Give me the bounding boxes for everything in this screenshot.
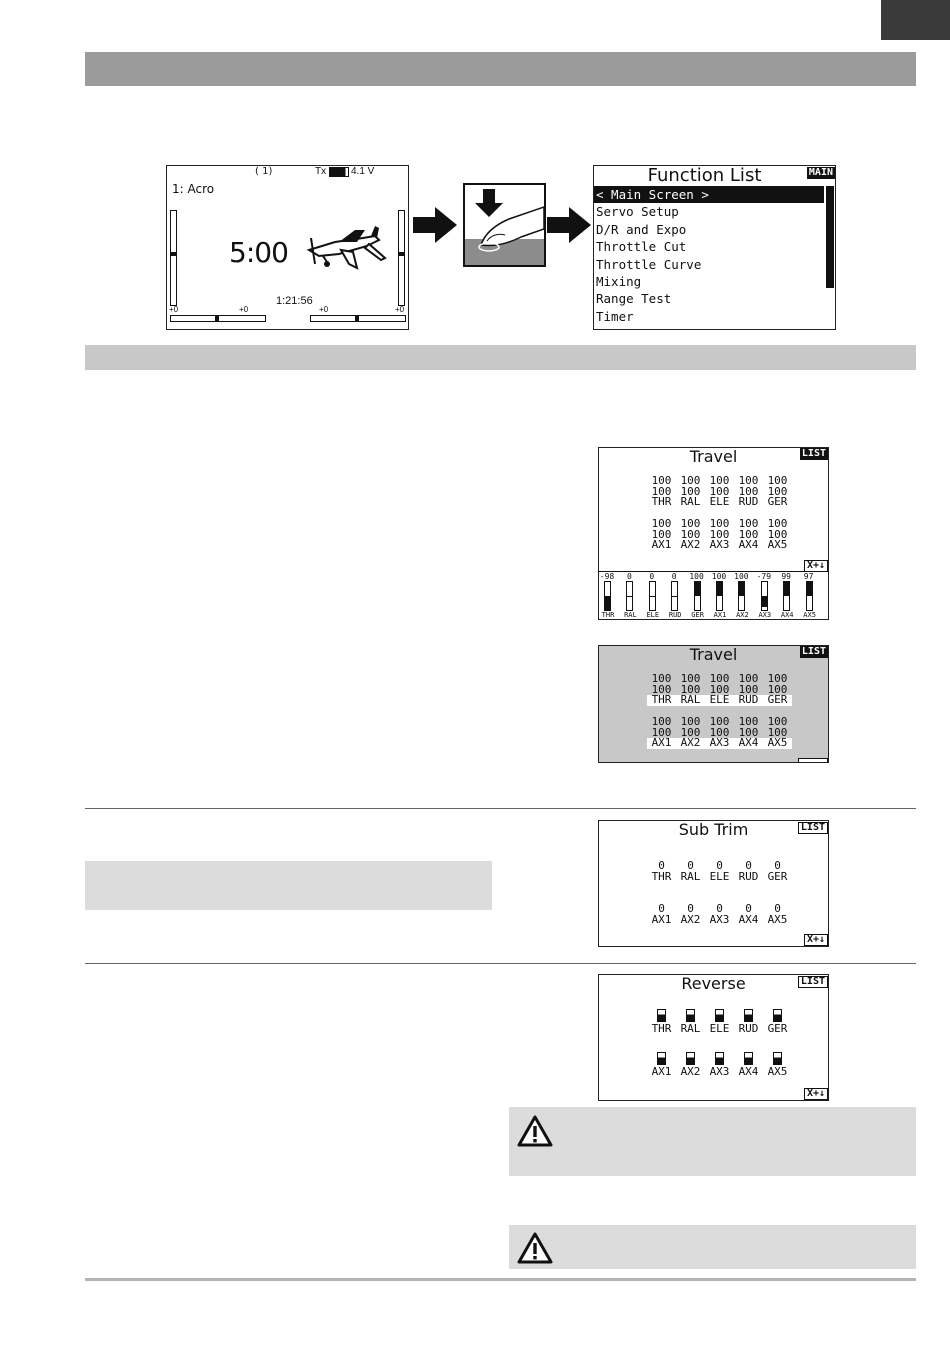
right-trim-marker xyxy=(398,252,405,256)
reverse-channel[interactable] xyxy=(763,1009,792,1034)
subsection-header-bar xyxy=(85,345,916,370)
trim-label: +0 xyxy=(239,305,249,314)
reverse-switch-icon[interactable] xyxy=(657,1052,666,1065)
travel-value[interactable]: 100 xyxy=(651,474,672,487)
main-tag: MAIN xyxy=(808,167,833,178)
reverse-display xyxy=(598,974,829,1101)
travel-title: Travel xyxy=(689,447,738,466)
menu-item-mixing[interactable]: Mixing xyxy=(596,274,642,290)
list-tag: LIST xyxy=(798,976,828,988)
reverse-channel[interactable] xyxy=(734,1052,763,1077)
menu-item-dr-expo[interactable]: D/R and Expo xyxy=(596,221,687,237)
subtrim-value[interactable]: 0 xyxy=(687,859,694,872)
trim-label: +0 xyxy=(395,305,405,314)
travel-value[interactable]: 100 xyxy=(767,725,788,739)
channel-label: RUD xyxy=(738,495,759,508)
channel-label: RUD xyxy=(738,1022,759,1035)
servo-monitor-fill xyxy=(784,582,789,596)
travel-value[interactable]: 100 xyxy=(767,517,788,530)
travel-value[interactable]: 100 xyxy=(738,725,759,739)
clock-readout: 1:21:56 xyxy=(276,295,313,307)
reverse-channel[interactable] xyxy=(734,1009,763,1034)
travel-row-2 xyxy=(647,519,792,551)
subtrim-value[interactable]: 0 xyxy=(745,902,752,915)
travel-value[interactable]: 100 xyxy=(651,725,672,739)
arrow-right-icon xyxy=(547,207,591,243)
travel-value[interactable]: 100 xyxy=(738,672,759,685)
channel-label: AX3 xyxy=(709,912,730,926)
warning-box xyxy=(509,1107,916,1176)
travel-value[interactable]: 100 xyxy=(767,672,788,685)
travel-row-1 xyxy=(647,476,792,508)
reverse-channel[interactable] xyxy=(676,1052,705,1077)
travel-value[interactable]: 100 xyxy=(767,715,788,728)
servo-monitor-label: ELE xyxy=(646,611,660,619)
servo-monitor-value: -98 xyxy=(599,572,615,581)
travel-value[interactable]: 100 xyxy=(767,527,788,541)
channel-label: RAL xyxy=(680,495,701,508)
press-icon xyxy=(465,185,544,265)
right-htrim-marker xyxy=(355,315,359,322)
servo-monitor-bar xyxy=(649,581,656,611)
travel-value[interactable]: 100 xyxy=(709,682,730,696)
channel-label: AX3 xyxy=(709,538,730,551)
channel-label: AX4 xyxy=(738,1065,759,1078)
servo-monitor-value: 99 xyxy=(781,572,791,581)
channel-label: AX5 xyxy=(767,912,788,926)
function-menu xyxy=(594,186,824,325)
servo-monitor-label: AX1 xyxy=(713,611,727,619)
channel-label: AX4 xyxy=(738,912,759,926)
servo-monitor-fill xyxy=(695,582,700,596)
timer-display: 5:00 xyxy=(229,236,288,269)
servo-monitor-value: 97 xyxy=(803,572,814,581)
travel-row-2 xyxy=(647,717,792,749)
travel-value[interactable]: 100 xyxy=(680,484,701,498)
warning-box xyxy=(509,1225,916,1269)
reverse-switch-icon[interactable] xyxy=(715,1052,724,1065)
servo-monitor-fill xyxy=(627,596,632,597)
tx-label: Tx xyxy=(315,166,327,177)
reverse-title: Reverse xyxy=(681,974,746,993)
servo-monitor-value: 100 xyxy=(689,572,704,581)
travel-value[interactable]: 100 xyxy=(651,682,672,696)
function-list-display xyxy=(593,165,836,330)
travel-value[interactable]: 100 xyxy=(651,517,672,530)
channel-indicator: ( 1) xyxy=(255,166,273,177)
reverse-channel[interactable] xyxy=(647,1009,676,1034)
reverse-switch-icon[interactable] xyxy=(657,1009,666,1022)
servo-monitor xyxy=(599,572,828,619)
left-htrim-marker xyxy=(215,315,219,322)
reverse-row-2 xyxy=(647,1052,792,1077)
reverse-channel[interactable] xyxy=(705,1009,734,1034)
right-vertical-trim xyxy=(398,210,405,306)
reverse-switch-icon[interactable] xyxy=(773,1009,782,1022)
reverse-switch-icon[interactable] xyxy=(715,1009,724,1022)
scrollbar-thumb[interactable] xyxy=(826,186,834,288)
servo-monitor-label: RUD xyxy=(668,611,682,619)
footer-rule xyxy=(85,1278,916,1281)
travel-value[interactable]: 100 xyxy=(767,682,788,696)
travel-value[interactable]: 100 xyxy=(709,725,730,739)
channel-label: GER xyxy=(767,495,788,508)
channel-label: AX2 xyxy=(680,538,701,551)
subtrim-value[interactable]: 0 xyxy=(716,859,723,872)
channel-label: THR xyxy=(651,1022,672,1035)
menu-item-main-screen[interactable]: < Main Screen > xyxy=(594,186,824,203)
reverse-channel[interactable] xyxy=(705,1052,734,1077)
voltage-readout: 4.1 V xyxy=(351,166,375,177)
channel-label: AX4 xyxy=(734,738,763,749)
servo-monitor-bar xyxy=(806,581,813,611)
travel-value[interactable]: 100 xyxy=(738,715,759,728)
travel-value[interactable]: 100 xyxy=(709,672,730,685)
travel-value[interactable]: 100 xyxy=(680,682,701,696)
channel-label: AX3 xyxy=(705,738,734,749)
subtrim-value[interactable]: 0 xyxy=(774,902,781,915)
channel-label: RAL xyxy=(680,869,701,883)
servo-monitor-fill xyxy=(672,596,677,597)
channel-label: THR xyxy=(647,695,676,706)
subtrim-title: Sub Trim xyxy=(678,820,749,839)
servo-monitor-bar xyxy=(761,581,768,611)
servo-monitor-bar xyxy=(671,581,678,611)
servo-monitor-bar xyxy=(716,581,723,611)
channel-label: GER xyxy=(767,1022,788,1035)
servo-monitor-fill xyxy=(807,582,812,596)
toggle-button[interactable]: X+↓ xyxy=(804,934,828,946)
travel-value[interactable]: 100 xyxy=(767,484,788,498)
travel-title: Travel xyxy=(689,645,738,664)
reverse-channel[interactable] xyxy=(763,1052,792,1077)
servo-monitor-bar xyxy=(626,581,633,611)
subtrim-value[interactable]: 0 xyxy=(716,902,723,915)
servo-monitor-value: 100 xyxy=(711,572,727,581)
servo-monitor-value: 100 xyxy=(734,572,749,581)
travel-value[interactable]: 100 xyxy=(680,672,701,685)
channel-label: AX3 xyxy=(709,1065,730,1078)
airplane-icon xyxy=(305,224,387,272)
list-tag: LIST xyxy=(801,646,826,657)
channel-label: AX1 xyxy=(651,912,672,926)
channel-label: AX5 xyxy=(767,1065,788,1078)
servo-monitor-label: AX3 xyxy=(758,611,772,619)
list-tag: LIST xyxy=(801,448,826,459)
reverse-channel[interactable] xyxy=(676,1009,705,1034)
model-name: 1: Acro xyxy=(172,182,215,196)
subtrim-value[interactable]: 0 xyxy=(658,902,665,915)
channel-label: AX1 xyxy=(647,738,676,749)
travel-value[interactable]: 100 xyxy=(709,517,730,530)
servo-monitor-fill xyxy=(650,596,655,597)
travel-display-selected xyxy=(598,645,829,763)
main-screen-display xyxy=(166,165,409,330)
reverse-switch-icon[interactable] xyxy=(773,1052,782,1065)
note-box xyxy=(85,861,492,910)
servo-monitor-fill xyxy=(717,582,722,596)
travel-value[interactable]: 100 xyxy=(709,474,730,487)
servo-monitor-value: 0 xyxy=(626,572,632,581)
reverse-switch-icon[interactable] xyxy=(686,1052,695,1065)
servo-monitor-label: THR xyxy=(601,611,615,619)
travel-value[interactable]: 100 xyxy=(738,517,759,530)
travel-value[interactable]: 100 xyxy=(767,474,788,487)
divider-line xyxy=(85,963,916,964)
reverse-channel[interactable] xyxy=(647,1052,676,1077)
travel-value[interactable]: 100 xyxy=(651,715,672,728)
servo-monitor-fill xyxy=(605,596,610,610)
left-vertical-trim xyxy=(170,210,177,306)
function-list-title: Function List xyxy=(647,165,762,186)
travel-value[interactable]: 100 xyxy=(738,682,759,696)
travel-value[interactable]: 100 xyxy=(680,527,701,541)
servo-monitor-bar xyxy=(783,581,790,611)
arrow-right-icon xyxy=(413,207,457,243)
section-header-bar xyxy=(85,52,916,86)
menu-item-range-test[interactable]: Range Test xyxy=(596,291,672,307)
channel-label: THR xyxy=(651,495,672,508)
reverse-switch-icon[interactable] xyxy=(686,1009,695,1022)
servo-monitor-value: -79 xyxy=(756,572,772,581)
corner-page-tab xyxy=(881,0,950,40)
trim-label: +0 xyxy=(169,305,179,314)
list-tag: LIST xyxy=(798,822,828,834)
travel-value[interactable]: 100 xyxy=(738,474,759,487)
servo-monitor-label: AX2 xyxy=(736,611,749,619)
servo-monitor-bar xyxy=(604,581,611,611)
channel-label: GER xyxy=(763,695,792,706)
servo-monitor-value: 0 xyxy=(649,572,655,581)
subtrim-row-1 xyxy=(647,861,792,882)
travel-value[interactable]: 100 xyxy=(651,672,672,685)
warning-icon xyxy=(517,1115,553,1147)
channel-label: GER xyxy=(767,869,788,883)
menu-item-throttle-cut[interactable]: Throttle Cut xyxy=(596,239,687,255)
menu-item-timer[interactable]: Timer xyxy=(596,308,634,324)
subtrim-display xyxy=(598,820,829,947)
left-trim-marker xyxy=(170,252,177,256)
travel-value[interactable]: 100 xyxy=(680,725,701,739)
travel-value[interactable]: 100 xyxy=(680,517,701,530)
travel-value[interactable]: 100 xyxy=(709,527,730,541)
channel-label: AX5 xyxy=(763,738,792,749)
travel-value[interactable]: 100 xyxy=(709,484,730,498)
channel-label: AX2 xyxy=(680,912,701,926)
channel-label: ELE xyxy=(705,695,734,706)
channel-label: ELE xyxy=(709,869,730,883)
servo-monitor-fill xyxy=(739,582,744,596)
travel-value[interactable]: 100 xyxy=(680,715,701,728)
toggle-button[interactable]: X+↓ xyxy=(804,1088,828,1100)
channel-label: RUD xyxy=(734,695,763,706)
channel-label: AX1 xyxy=(651,538,672,551)
subtrim-value[interactable]: 0 xyxy=(745,859,752,872)
channel-label: AX4 xyxy=(738,538,759,551)
menu-item-throttle-curve[interactable]: Throttle Curve xyxy=(596,256,702,272)
travel-value[interactable]: 100 xyxy=(738,484,759,498)
channel-label: AX2 xyxy=(676,738,705,749)
travel-row-1 xyxy=(647,674,792,706)
travel-value[interactable]: 100 xyxy=(651,484,672,498)
subtrim-value[interactable]: 0 xyxy=(687,902,694,915)
reverse-switch-icon[interactable] xyxy=(744,1009,753,1022)
subtrim-row-2 xyxy=(647,904,792,925)
divider-line xyxy=(85,808,916,809)
press-wheel-illustration xyxy=(463,183,546,267)
subtrim-value[interactable]: 0 xyxy=(774,859,781,872)
trim-label: +0 xyxy=(319,305,329,314)
travel-value[interactable]: 100 xyxy=(651,527,672,541)
menu-item-servo-setup[interactable]: Servo Setup xyxy=(596,204,679,220)
travel-value[interactable]: 100 xyxy=(680,474,701,487)
travel-display xyxy=(598,447,829,620)
servo-monitor-fill xyxy=(762,596,767,607)
servo-monitor-bar xyxy=(738,581,745,611)
subtrim-value[interactable]: 0 xyxy=(658,859,665,872)
channel-label: ELE xyxy=(709,495,730,508)
reverse-switch-icon[interactable] xyxy=(744,1052,753,1065)
travel-value[interactable]: 100 xyxy=(709,715,730,728)
channel-label: ELE xyxy=(709,1022,730,1035)
channel-label: THR xyxy=(651,869,672,883)
channel-label: RAL xyxy=(676,695,705,706)
servo-monitor-label: RAL xyxy=(624,611,637,619)
channel-label: RAL xyxy=(680,1022,701,1035)
servo-monitor-bar xyxy=(694,581,701,611)
channel-label: AX2 xyxy=(680,1065,701,1078)
battery-icon xyxy=(329,167,349,177)
servo-monitor-label: GER xyxy=(691,611,704,619)
toggle-button[interactable]: X+↓ xyxy=(804,560,828,572)
servo-monitor-label: AX4 xyxy=(780,611,794,619)
servo-monitor-value: 0 xyxy=(671,572,677,581)
channel-label: RUD xyxy=(738,869,759,883)
channel-label: AX1 xyxy=(651,1065,672,1078)
servo-monitor-label: AX5 xyxy=(803,611,816,619)
warning-icon xyxy=(517,1232,553,1264)
travel-value[interactable]: 100 xyxy=(738,527,759,541)
reverse-row-1 xyxy=(647,1009,792,1034)
channel-label: AX5 xyxy=(767,538,788,551)
toggle-button[interactable] xyxy=(798,758,828,763)
